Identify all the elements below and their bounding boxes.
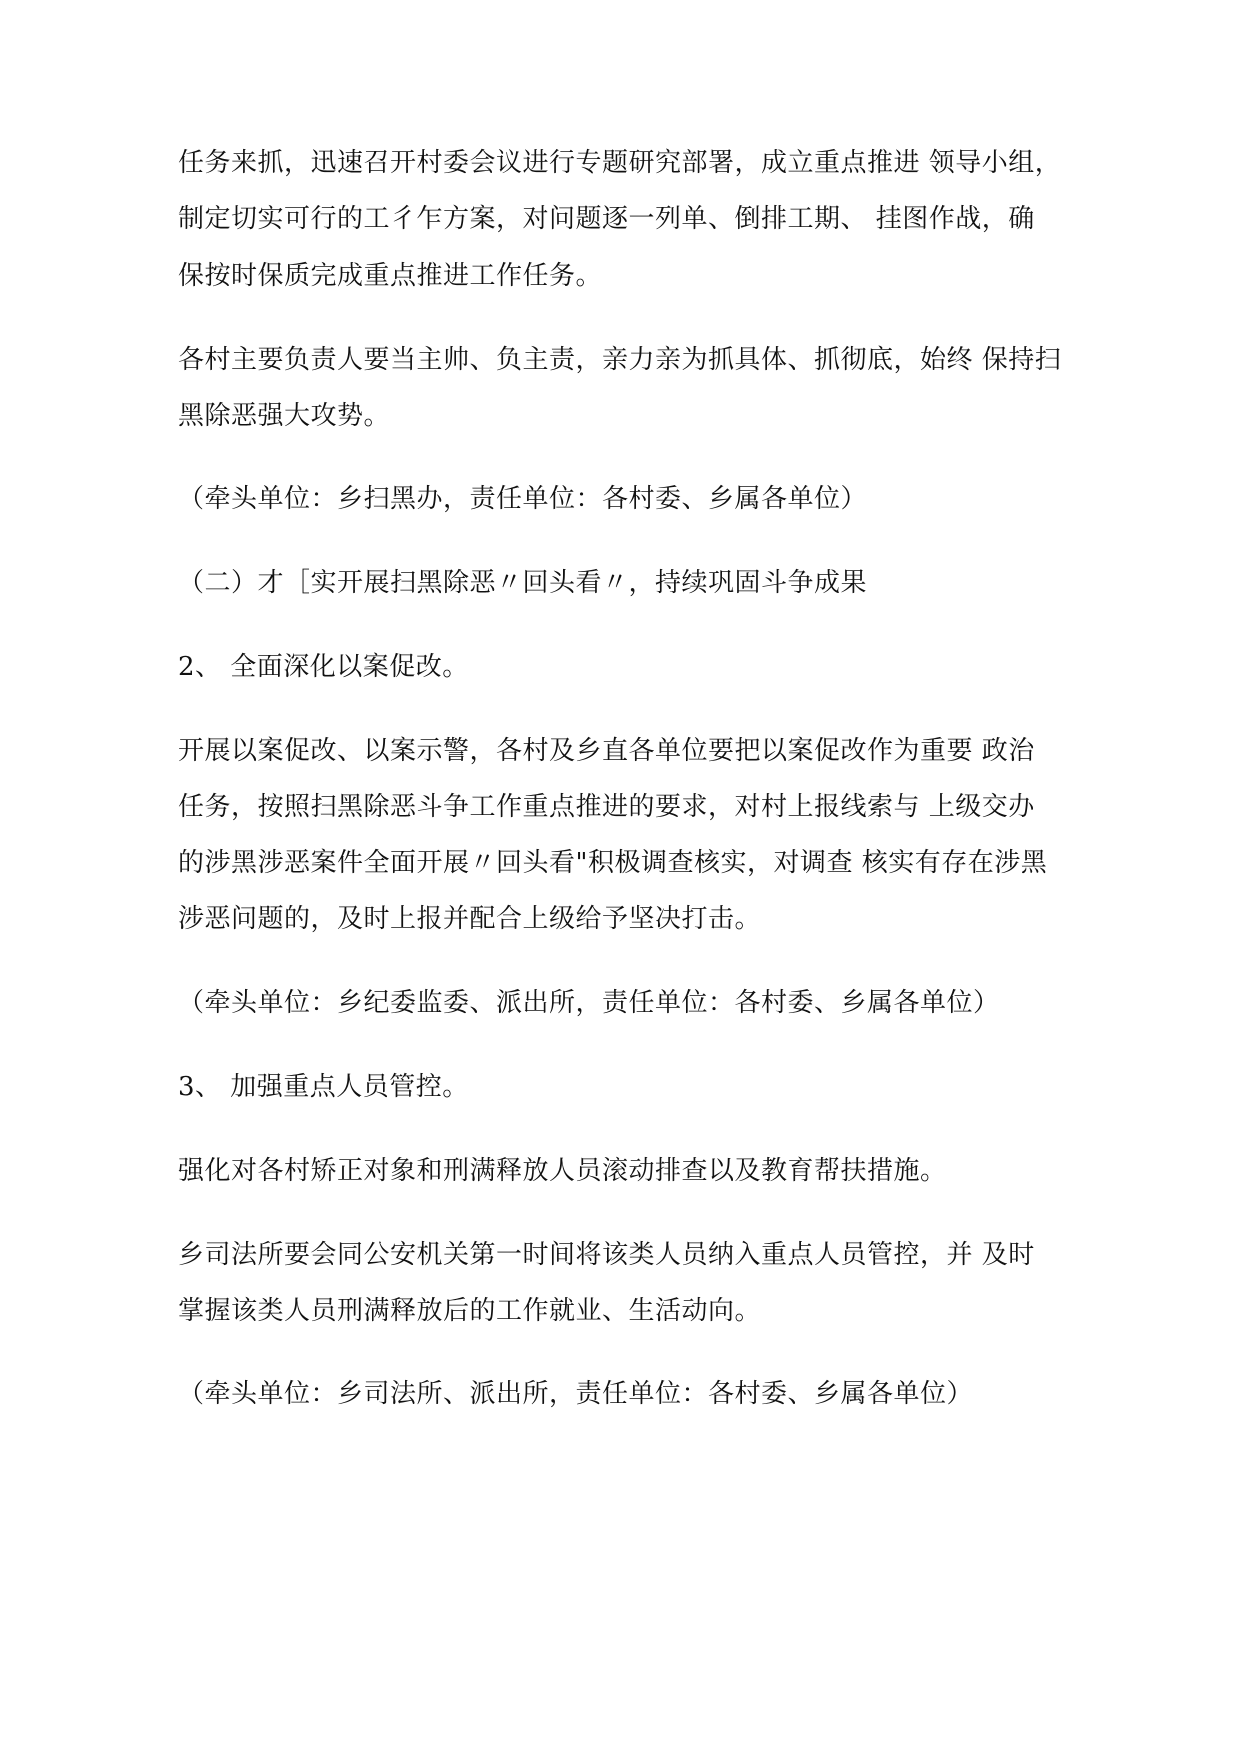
body-text-line: 掌握该类人员刑满释放后的工作就业、生活动向。: [178, 1296, 762, 1326]
body-text-line: 开展以案促改、以案示警，各村及乡直各单位要把以案促改作为重要 政治: [178, 736, 1035, 766]
numbered-heading: 2、 全面深化以案促改。: [178, 652, 469, 682]
body-text-line: 黑除恶强大攻势。: [178, 401, 391, 431]
section-heading: （二）才［实开展扫黑除恶〃回头看〃，持续巩固斗争成果: [178, 568, 868, 598]
body-text-line: 各村主要负责人要当主帅、负主责，亲力亲为抓具体、抓彻底，始终 保持扫: [178, 345, 1062, 375]
body-text-line: 制定切实可行的工彳乍方案，对问题逐一列单、倒排工期、 挂图作战，确: [178, 204, 1035, 234]
body-text-line: 任务，按照扫黑除恶斗争工作重点推进的要求，对村上报线索与 上级交办: [178, 792, 1035, 822]
body-text-line: 保按时保质完成重点推进工作任务。: [178, 261, 603, 291]
body-text-line: 乡司法所要会同公安机关第一时间将该类人员纳入重点人员管控，并 及时: [178, 1240, 1035, 1270]
body-text-line: 涉恶问题的，及时上报并配合上级给予坚决打击。: [178, 904, 762, 934]
body-text-line: 任务来抓，迅速召开村委会议进行专题研究部署，成立重点推进 领导小组，: [178, 148, 1062, 178]
body-text-line: 的涉黑涉恶案件全面开展〃回头看"积极调查核实，对调查 核实有存在涉黑: [178, 848, 1048, 878]
body-text-line: 强化对各村矫正对象和刑满释放人员滚动排查以及教育帮扶措施。: [178, 1156, 947, 1186]
responsibility-note: （牵头单位：乡扫黑办，责任单位：各村委、乡属各单位）: [178, 484, 868, 514]
responsibility-note: （牵头单位：乡司法所、派出所，责任单位：各村委、乡属各单位）: [178, 1379, 974, 1409]
numbered-heading: 3、 加强重点人员管控。: [178, 1072, 469, 1102]
responsibility-note: （牵头单位：乡纪委监委、派出所，责任单位：各村委、乡属各单位）: [178, 988, 1000, 1018]
